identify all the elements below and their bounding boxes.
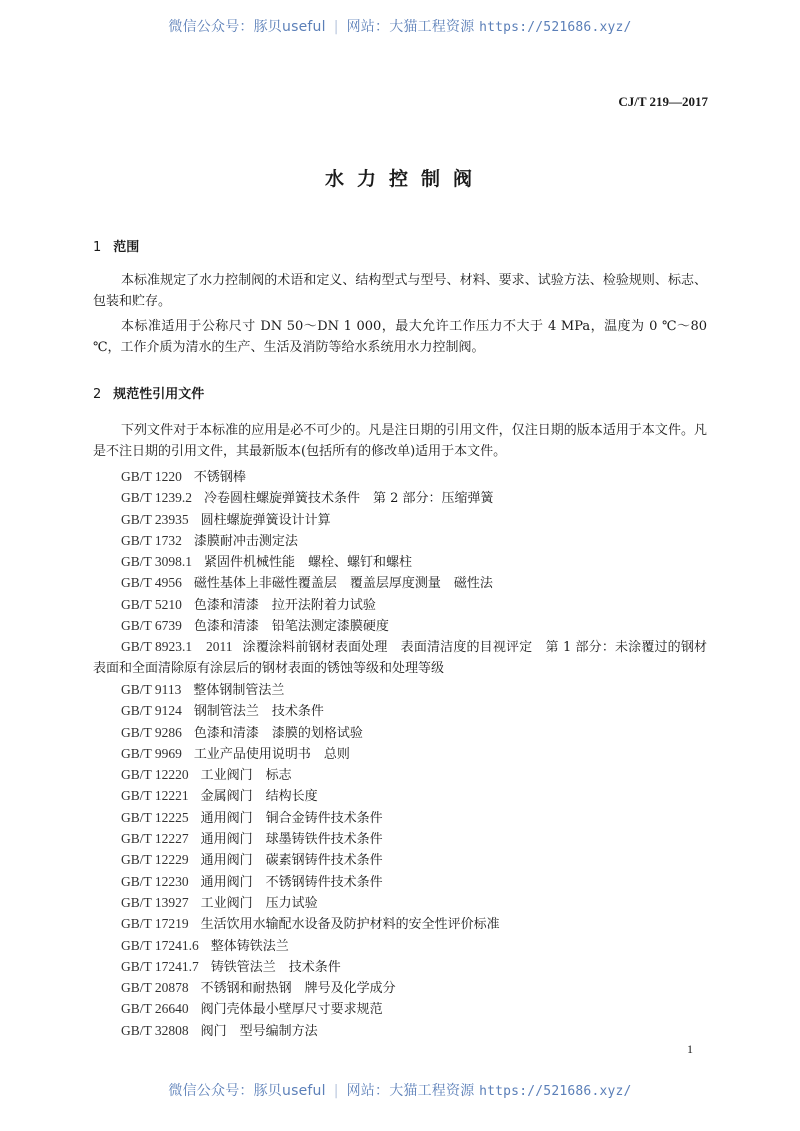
reference-item xyxy=(121,679,721,700)
document-title: 水力控制阀 xyxy=(324,168,485,190)
reference-item xyxy=(121,828,721,849)
reference-title: 圆柱螺旋弹簧设计计算 xyxy=(200,512,331,528)
reference-item xyxy=(121,466,721,487)
reference-code: GB/T 9286 xyxy=(121,724,182,740)
reference-code: GB/T 12221 xyxy=(121,788,189,804)
section-number: 1 xyxy=(93,240,102,255)
reference-item xyxy=(121,807,721,828)
reference-code: GB/T 17241.6 xyxy=(121,937,199,953)
reference-title: 阀门 型号编制方法 xyxy=(200,1023,318,1039)
reference-item xyxy=(121,530,721,551)
reference-title: 漆膜耐冲击测定法 xyxy=(193,533,298,549)
reference-title: 钢制管法兰 技术条件 xyxy=(193,704,324,720)
reference-code: GB/T 1239.2 xyxy=(121,490,193,506)
watermark-wechat: 微信公众号：豚贝useful xyxy=(168,1083,326,1099)
reference-title: 不锈钢棒 xyxy=(193,470,246,485)
reference-list-a xyxy=(121,466,721,636)
reference-item xyxy=(121,998,721,1019)
reference-item xyxy=(121,594,721,615)
reference-title: 色漆和清漆 拉开法附着力试验 xyxy=(193,597,376,613)
watermark-top xyxy=(0,16,800,36)
reference-code: GB/T 8923.1 2011 xyxy=(121,639,233,654)
reference-title: 不锈钢和耐热钢 牌号及化学成分 xyxy=(200,981,396,997)
reference-code: GB/T 3098.1 xyxy=(121,554,193,570)
reference-item xyxy=(121,572,721,593)
reference-title: 紧固件机械性能 螺栓、螺钉和螺柱 xyxy=(204,555,413,571)
reference-code: GB/T 12225 xyxy=(121,809,189,825)
reference-code: GB/T 9113 xyxy=(121,682,182,697)
reference-code: GB/T 12227 xyxy=(121,831,189,847)
reference-code: GB/T 20878 xyxy=(121,980,189,996)
reference-item xyxy=(121,956,721,977)
reference-item xyxy=(121,871,721,892)
reference-item xyxy=(121,487,721,508)
watermark-site: 网站：大猫工程资源 xyxy=(346,1083,475,1099)
reference-item xyxy=(121,977,721,998)
watermark-wechat: 微信公众号：豚贝useful xyxy=(168,19,326,35)
reference-title: 工业产品使用说明书 总则 xyxy=(193,746,350,762)
reference-code: GB/T 12230 xyxy=(121,873,189,889)
reference-code: GB/T 32808 xyxy=(121,1022,189,1038)
section-heading-scope xyxy=(93,236,139,255)
reference-title: 金属阀门 结构长度 xyxy=(200,789,318,805)
reference-item xyxy=(121,764,721,785)
watermark-separator: | xyxy=(333,1083,339,1099)
scope-paragraph-2: 本标准适用于公称尺寸 DN 50～DN 1 000，最大允许工作压力不大于 4 MPa，温度为 0 ℃～80 ℃，工作介质为清水的生产、生活及消防等给水系统用水力控制阀。 xyxy=(93,319,707,355)
reference-title: 色漆和清漆 铅笔法测定漆膜硬度 xyxy=(193,619,389,635)
reference-code: GB/T 1220 xyxy=(121,469,182,484)
reference-title: 铸铁管法兰 技术条件 xyxy=(210,959,341,975)
scope-paragraph-1: 本标准规定了水力控制阀的术语和定义、结构型式与型号、材料、要求、试验方法、检验规则、标志、包装和贮存。 xyxy=(93,273,707,309)
watermark-separator: | xyxy=(333,19,339,35)
reference-title: 磁性基体上非磁性覆盖层 覆盖层厚度测量 磁性法 xyxy=(193,576,493,592)
reference-item xyxy=(121,913,721,934)
reference-item-long xyxy=(93,636,707,679)
reference-code: GB/T 6739 xyxy=(121,618,182,634)
reference-code: GB/T 23935 xyxy=(121,511,189,527)
reference-title: 通用阀门 不锈钢铸件技术条件 xyxy=(200,874,383,890)
reference-code: GB/T 17241.7 xyxy=(121,958,199,974)
reference-title: 工业阀门 标志 xyxy=(200,768,292,784)
reference-code: GB/T 1732 xyxy=(121,532,182,548)
reference-title: 色漆和清漆 漆膜的划格试验 xyxy=(193,725,363,741)
reference-title: 工业阀门 压力试验 xyxy=(200,895,318,911)
reference-title: 冷卷圆柱螺旋弹簧技术条件 第 2 部分：压缩弹簧 xyxy=(204,491,494,507)
reference-title: 阀门壳体最小壁厚尺寸要求规范 xyxy=(200,1002,383,1018)
watermark-site: 网站：大猫工程资源 xyxy=(346,19,475,35)
page-number: 1 xyxy=(687,1042,693,1056)
references-intro-paragraph: 下列文件对于本标准的应用是必不可少的。凡是注日期的引用文件，仅注日期的版本适用于本文件。凡是不注日期的引用文件，其最新版本(包括所有的修改单)适用于本文件。 xyxy=(93,423,707,459)
reference-title: 整体铸铁法兰 xyxy=(210,938,289,954)
reference-code: GB/T 17219 xyxy=(121,916,189,932)
section-number: 2 xyxy=(93,387,102,402)
reference-code: GB/T 12220 xyxy=(121,767,189,783)
reference-code: GB/T 9124 xyxy=(121,703,182,719)
section-title: 规范性引用文件 xyxy=(113,387,205,402)
reference-title: 通用阀门 球墨铸铁件技术条件 xyxy=(200,832,383,848)
reference-item xyxy=(121,849,721,870)
reference-code: GB/T 9969 xyxy=(121,745,182,761)
watermark-bottom xyxy=(0,1080,800,1100)
reference-title: 生活饮用水输配水设备及防护材料的安全性评价标准 xyxy=(200,917,500,933)
reference-item xyxy=(121,935,721,956)
reference-code: GB/T 4956 xyxy=(121,575,182,591)
section-title: 范围 xyxy=(113,240,140,255)
reference-title: 通用阀门 碳素钢铸件技术条件 xyxy=(200,853,383,869)
reference-title: 整体钢制管法兰 xyxy=(193,683,285,698)
section-heading-normative-references xyxy=(93,383,204,402)
reference-title: 通用阀门 铜合金铸件技术条件 xyxy=(200,810,383,826)
reference-list-b xyxy=(121,679,721,1041)
reference-item xyxy=(121,785,721,806)
reference-item xyxy=(121,743,721,764)
watermark-url[interactable]: https://521686.xyz/ xyxy=(479,1084,632,1099)
watermark-url[interactable]: https://521686.xyz/ xyxy=(479,20,632,35)
reference-item xyxy=(121,509,721,530)
reference-item xyxy=(121,551,721,572)
reference-item xyxy=(121,615,721,636)
reference-item xyxy=(121,722,721,743)
reference-title: 涂覆涂料前钢材表面处理 表面清洁度的目视评定 第 1 部分：未涂覆过的钢材表面和全面清除原有涂层后的钢材表面的锈蚀等级和处理等级 xyxy=(93,640,707,676)
reference-item xyxy=(121,1020,721,1041)
reference-code: GB/T 12229 xyxy=(121,852,189,868)
reference-item xyxy=(121,892,721,913)
reference-code: GB/T 26640 xyxy=(121,1001,189,1017)
reference-code: GB/T 13927 xyxy=(121,894,189,910)
reference-code: GB/T 5210 xyxy=(121,596,182,612)
standard-code: CJ/T 219—2017 xyxy=(618,94,708,109)
reference-item xyxy=(121,700,721,721)
